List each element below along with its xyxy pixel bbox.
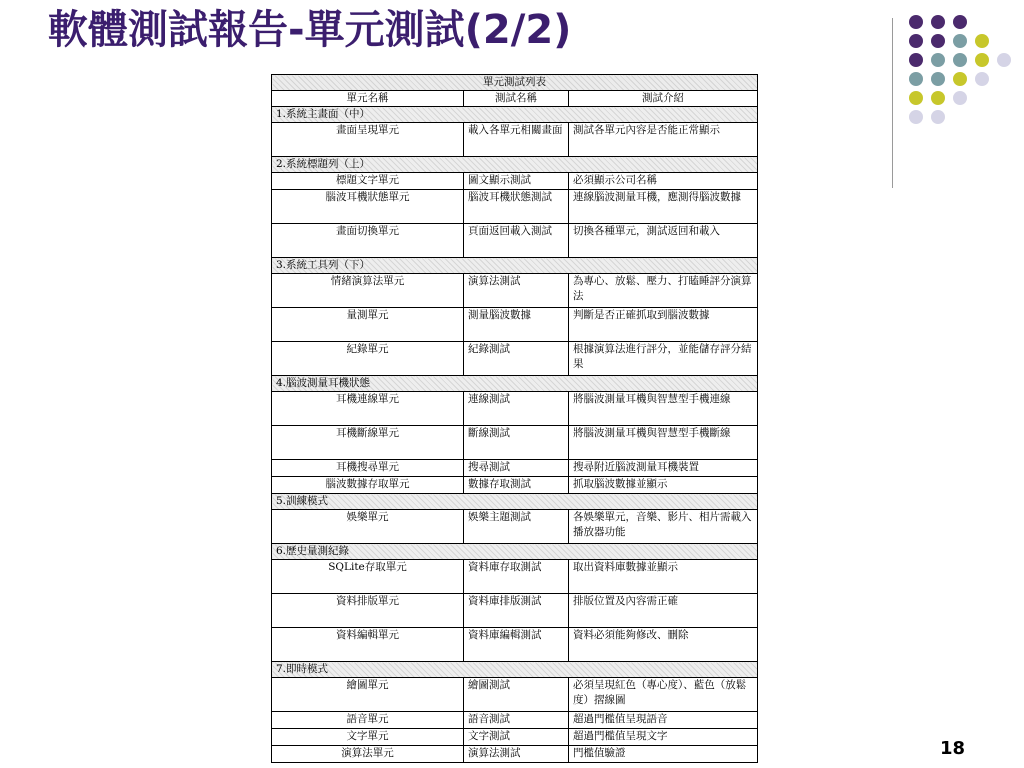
decorative-dot bbox=[909, 72, 923, 86]
unit-name-cell: 畫面切換單元 bbox=[272, 224, 464, 258]
test-name-cell: 繪圖測試 bbox=[464, 678, 569, 712]
test-description-cell: 資料必須能夠修改、刪除 bbox=[569, 628, 758, 662]
test-description-cell: 測試各單元內容是否能正常顯示 bbox=[569, 123, 758, 157]
test-description-cell: 取出資料庫數據並顯示 bbox=[569, 560, 758, 594]
test-description-cell: 排版位置及內容需正確 bbox=[569, 594, 758, 628]
unit-name-cell: 娛樂單元 bbox=[272, 510, 464, 544]
test-description-cell: 將腦波測量耳機與智慧型手機斷線 bbox=[569, 426, 758, 460]
decorative-dot bbox=[931, 15, 945, 29]
unit-name-cell: 繪圖單元 bbox=[272, 678, 464, 712]
decorative-dot bbox=[909, 15, 923, 29]
unit-name-cell: 畫面呈現單元 bbox=[272, 123, 464, 157]
test-name-cell: 資料庫排版測試 bbox=[464, 594, 569, 628]
page-number: 18 bbox=[940, 738, 966, 759]
test-description-cell: 門檻值驗證 bbox=[569, 746, 758, 763]
test-name-cell: 搜尋測試 bbox=[464, 460, 569, 477]
table-caption-row bbox=[272, 75, 758, 91]
section-row bbox=[272, 157, 758, 173]
test-description-cell: 將腦波測量耳機與智慧型手機連線 bbox=[569, 392, 758, 426]
test-name-cell: 斷線測試 bbox=[464, 426, 569, 460]
unit-name-cell: 腦波耳機狀態單元 bbox=[272, 190, 464, 224]
test-name-cell: 紀錄測試 bbox=[464, 342, 569, 376]
decorative-dot bbox=[997, 53, 1011, 67]
table-row bbox=[272, 342, 758, 376]
test-description-cell: 搜尋附近腦波測量耳機裝置 bbox=[569, 460, 758, 477]
unit-name-cell: 演算法單元 bbox=[272, 746, 464, 763]
unit-test-table bbox=[271, 74, 758, 763]
section-title: 1.系統主畫面（中） bbox=[272, 107, 758, 123]
column-header-unit: 單元名稱 bbox=[272, 91, 464, 107]
decorative-dot bbox=[953, 15, 967, 29]
test-name-cell: 語音測試 bbox=[464, 712, 569, 729]
decorative-dot bbox=[909, 91, 923, 105]
section-row bbox=[272, 376, 758, 392]
unit-name-cell: 資料編輯單元 bbox=[272, 628, 464, 662]
decorative-dot bbox=[975, 72, 989, 86]
decorative-dot bbox=[909, 110, 923, 124]
decorative-dot bbox=[975, 34, 989, 48]
table-row bbox=[272, 510, 758, 544]
table-header-row bbox=[272, 91, 758, 107]
section-title: 4.腦波測量耳機狀態 bbox=[272, 376, 758, 392]
unit-name-cell: 語音單元 bbox=[272, 712, 464, 729]
test-name-cell: 資料庫編輯測試 bbox=[464, 628, 569, 662]
section-row bbox=[272, 662, 758, 678]
decorative-dot bbox=[953, 53, 967, 67]
column-header-description: 測試介紹 bbox=[569, 91, 758, 107]
decorative-dot bbox=[931, 34, 945, 48]
test-description-cell: 抓取腦波數據並顯示 bbox=[569, 477, 758, 494]
unit-name-cell: 資料排版單元 bbox=[272, 594, 464, 628]
unit-name-cell: SQLite存取單元 bbox=[272, 560, 464, 594]
table-row bbox=[272, 594, 758, 628]
test-description-cell: 超過門檻值呈現語音 bbox=[569, 712, 758, 729]
test-name-cell: 演算法測試 bbox=[464, 274, 569, 308]
decorative-dot bbox=[953, 34, 967, 48]
table-row bbox=[272, 392, 758, 426]
test-name-cell: 測量腦波數據 bbox=[464, 308, 569, 342]
test-name-cell: 娛樂主題測試 bbox=[464, 510, 569, 544]
table-row bbox=[272, 712, 758, 729]
test-description-cell: 各娛樂單元，音樂、影片、相片需載入播放器功能 bbox=[569, 510, 758, 544]
slide-title: 軟體測試報告-單元測試(2/2) bbox=[48, 7, 572, 53]
decorative-dot bbox=[909, 53, 923, 67]
table-row bbox=[272, 190, 758, 224]
table-row bbox=[272, 477, 758, 494]
test-description-cell: 連線腦波測量耳機，應測得腦波數據 bbox=[569, 190, 758, 224]
section-title: 3.系統工具列（下） bbox=[272, 258, 758, 274]
test-name-cell: 數據存取測試 bbox=[464, 477, 569, 494]
test-description-cell: 根據演算法進行評分，並能儲存評分結果 bbox=[569, 342, 758, 376]
decorative-dot bbox=[931, 91, 945, 105]
test-description-cell: 必須顯示公司名稱 bbox=[569, 173, 758, 190]
test-name-cell: 資料庫存取測試 bbox=[464, 560, 569, 594]
table-row bbox=[272, 729, 758, 746]
test-name-cell: 演算法測試 bbox=[464, 746, 569, 763]
decorative-dot bbox=[975, 53, 989, 67]
test-description-cell: 超過門檻值呈現文字 bbox=[569, 729, 758, 746]
unit-name-cell: 文字單元 bbox=[272, 729, 464, 746]
column-header-test: 測試名稱 bbox=[464, 91, 569, 107]
decorative-dot bbox=[953, 91, 967, 105]
section-title: 7.即時模式 bbox=[272, 662, 758, 678]
test-description-cell: 必須呈現紅色（專心度）、藍色（放鬆度）摺線圖 bbox=[569, 678, 758, 712]
section-title: 5.訓練模式 bbox=[272, 494, 758, 510]
table-row bbox=[272, 173, 758, 190]
table-row bbox=[272, 308, 758, 342]
test-name-cell: 連線測試 bbox=[464, 392, 569, 426]
table-row bbox=[272, 746, 758, 763]
section-row bbox=[272, 258, 758, 274]
table-caption: 單元測試列表 bbox=[272, 75, 758, 91]
table-row bbox=[272, 224, 758, 258]
table-row bbox=[272, 628, 758, 662]
test-description-cell: 判斷是否正確抓取到腦波數據 bbox=[569, 308, 758, 342]
test-name-cell: 圖文顯示測試 bbox=[464, 173, 569, 190]
unit-name-cell: 腦波數據存取單元 bbox=[272, 477, 464, 494]
decorative-dot bbox=[953, 72, 967, 86]
test-description-cell: 切換各種單元，測試返回和載入 bbox=[569, 224, 758, 258]
unit-name-cell: 紀錄單元 bbox=[272, 342, 464, 376]
unit-name-cell: 情緒演算法單元 bbox=[272, 274, 464, 308]
test-description-cell: 為專心、放鬆、壓力、打瞌睡評分演算法 bbox=[569, 274, 758, 308]
table-row bbox=[272, 123, 758, 157]
decorative-dot bbox=[931, 53, 945, 67]
unit-name-cell: 標題文字單元 bbox=[272, 173, 464, 190]
decorative-dot bbox=[931, 110, 945, 124]
section-title: 2.系統標題列（上） bbox=[272, 157, 758, 173]
table-row bbox=[272, 426, 758, 460]
unit-name-cell: 量測單元 bbox=[272, 308, 464, 342]
test-name-cell: 載入各單元相關畫面 bbox=[464, 123, 569, 157]
unit-name-cell: 耳機連線單元 bbox=[272, 392, 464, 426]
section-row bbox=[272, 494, 758, 510]
table-row bbox=[272, 460, 758, 477]
test-name-cell: 頁面返回載入測試 bbox=[464, 224, 569, 258]
section-row bbox=[272, 544, 758, 560]
divider-line bbox=[892, 18, 893, 188]
table-row bbox=[272, 274, 758, 308]
unit-name-cell: 耳機斷線單元 bbox=[272, 426, 464, 460]
unit-name-cell: 耳機搜尋單元 bbox=[272, 460, 464, 477]
table-row bbox=[272, 560, 758, 594]
table-row bbox=[272, 678, 758, 712]
section-row bbox=[272, 107, 758, 123]
test-name-cell: 腦波耳機狀態測試 bbox=[464, 190, 569, 224]
section-title: 6.歷史量測紀錄 bbox=[272, 544, 758, 560]
decorative-dot bbox=[931, 72, 945, 86]
test-name-cell: 文字測試 bbox=[464, 729, 569, 746]
decorative-dot bbox=[909, 34, 923, 48]
